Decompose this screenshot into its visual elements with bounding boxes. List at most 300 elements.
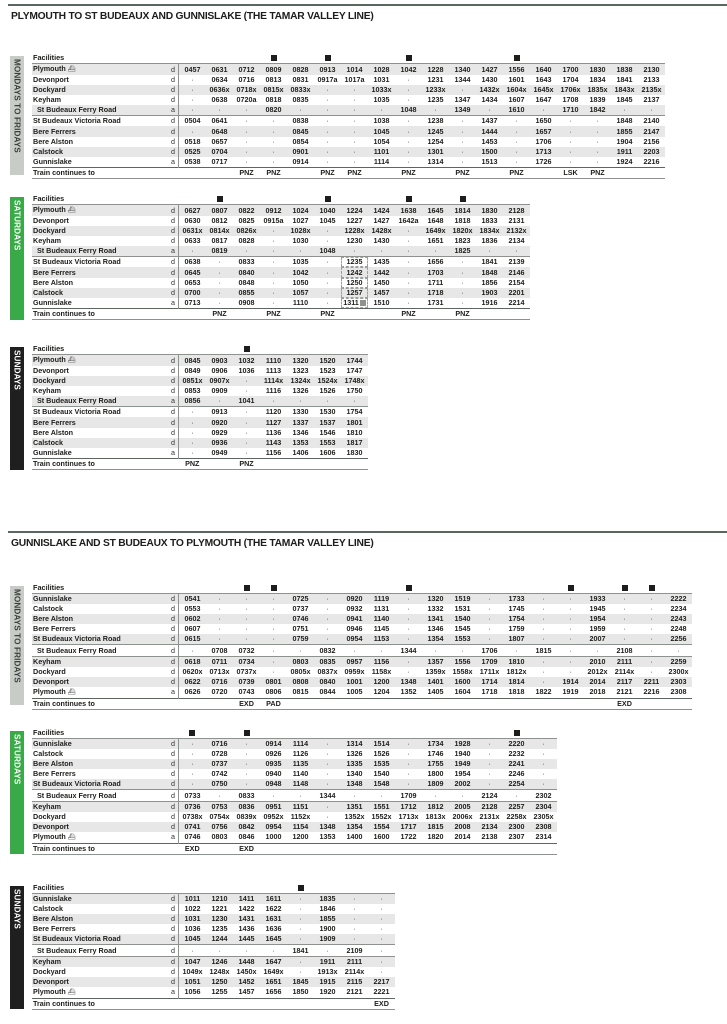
time-value: 1011 [184,894,201,904]
time-cell [584,95,611,105]
station-name [32,298,167,309]
time-cell [260,769,287,779]
time-value: · [245,634,248,644]
time-value: 0641 [211,116,228,126]
time-value: · [569,634,572,644]
time-value: 1244 [211,934,228,944]
time-value: 0622 [184,676,201,686]
time-value: 2132x [506,226,527,236]
time-cell [611,95,638,105]
time-value: 1136 [265,427,282,437]
time-value: · [218,287,221,297]
time-value: 1733 [508,594,525,604]
time-cell [314,739,341,750]
arrive-depart-marker: d [167,759,179,769]
time-value: · [515,146,518,156]
time-cell [611,116,638,127]
time-cell [206,226,233,236]
time-value: · [353,396,356,406]
time-cell [665,624,692,634]
destination-code [341,843,368,854]
time-value: 0907x [209,376,230,386]
time-cell [449,95,476,105]
destination-code [287,998,314,1009]
station-label: Keyham [33,656,61,666]
table-row [32,749,557,759]
destination-code [422,167,449,178]
time-cell [665,687,692,699]
time-value: 0754x [209,811,230,821]
station-label: Dockyard [33,85,66,95]
time-value: 1135 [292,759,309,769]
time-value: 0848 [238,277,255,287]
time-cell [260,428,287,438]
time-cell [341,739,368,750]
time-cell [476,75,503,85]
time-value: · [326,226,329,236]
time-cell [314,987,341,999]
time-value: 1900 [319,924,336,934]
time-value: 2214 [508,297,525,307]
arrive-depart-marker: d [167,75,179,85]
time-value: 0716 [211,676,228,686]
time-cell [233,396,260,407]
station-label: Bere Ferrers [33,417,76,427]
time-value: 1600 [454,676,471,686]
time-value: 1126 [292,749,309,759]
time-cell [395,216,422,226]
time-cell [665,614,692,624]
station-name [32,822,167,832]
time-cell [611,137,638,147]
time-value: 1311 [343,297,359,307]
station-label: Gunnislake [33,594,72,604]
time-cell [449,137,476,147]
time-value: 1841 [481,257,498,267]
time-value: · [569,666,572,676]
time-cell [314,759,341,769]
time-cell [233,216,260,226]
time-value: · [191,759,194,769]
time-value: 1649x [425,226,446,236]
time-value: 1040 [319,205,336,215]
time-cell [233,236,260,246]
time-value: 2302 [535,790,552,800]
time-cell [395,246,422,257]
time-cell [314,822,341,832]
time-value: 1631 [265,914,282,924]
time-cell [584,667,611,677]
time-cell [530,832,557,844]
time-value: 2018 [589,687,606,697]
time-cell [206,236,233,246]
time-value: 1110 [292,297,309,307]
time-cell [260,366,287,376]
time-value: · [407,246,410,256]
station-name [32,779,167,790]
station-label: Keyham [33,956,61,966]
time-cell [341,822,368,832]
time-value: 1314 [346,739,363,749]
time-value: 0633 [184,236,201,246]
time-cell [314,386,341,396]
time-cell [233,417,260,427]
time-value: 0855 [238,287,255,297]
station-name [32,448,167,459]
time-cell [287,366,314,376]
time-cell [260,604,287,614]
station-label: St Budeaux Victoria Road [33,779,121,789]
time-value: 1453 [481,136,498,146]
time-cell [260,667,287,677]
time-value: 1645x [533,85,554,95]
time-value: 2135x [641,85,662,95]
time-cell [530,769,557,779]
time-value: · [407,759,410,769]
destination-code [530,167,557,178]
time-cell [287,614,314,624]
time-cell [422,236,449,246]
time-cell [341,246,368,257]
time-value: · [461,146,464,156]
time-value: 1445 [238,934,255,944]
time-cell [449,278,476,288]
facility-cell [476,194,503,205]
station-label: St Budeaux Victoria Road [33,257,121,267]
arrive-depart-marker: d [167,438,179,448]
time-cell [314,226,341,236]
time-cell [449,205,476,217]
time-cell [395,614,422,624]
time-value: · [515,156,518,166]
time-value: · [461,126,464,136]
time-cell [368,634,395,645]
arrive-depart-marker: d [167,977,179,987]
time-cell [503,116,530,127]
time-value: 1807 [508,634,525,644]
destination-code [341,308,368,319]
time-value: · [488,779,491,789]
time-value: · [245,614,248,624]
time-value: · [353,116,356,126]
time-value: · [326,297,329,307]
time-value: 1248x [209,966,230,976]
time-value: 1820x [452,226,473,236]
destination-code [206,698,233,709]
time-cell [206,267,233,277]
station-name [32,386,167,396]
time-value: 1038 [373,116,390,126]
time-value: · [569,146,572,156]
time-value: · [407,749,410,759]
station-name [32,894,167,905]
time-cell [530,687,557,699]
station-label: Bere Alston [33,914,74,924]
time-cell [233,147,260,157]
table-row [32,790,557,801]
time-cell [341,407,368,418]
time-cell [368,749,395,759]
facility-cell [314,728,341,739]
time-value: 0814x [209,226,230,236]
time-value: 2010 [589,656,606,666]
time-value: · [272,156,275,166]
table-row [32,812,557,822]
ferry-icon: ⛴ [65,833,76,841]
arrive-depart-marker: d [167,924,179,934]
time-value: 0932 [346,604,363,614]
station-name [32,812,167,822]
time-cell [287,687,314,699]
station-name [32,438,167,448]
time-cell [179,236,207,246]
station-label: Devonport [33,976,69,986]
time-value: · [353,126,356,136]
destination-code [260,843,287,854]
time-cell [503,226,530,236]
time-value: 1401 [427,676,444,686]
time-cell [368,267,395,277]
time-value: 2221 [373,987,390,997]
time-value: 1452 [238,976,255,986]
time-value: 0844 [319,687,336,697]
time-value: 1610 [508,105,525,115]
time-cell [314,977,341,987]
time-cell [476,85,503,95]
time-cell [368,157,395,168]
time-cell [233,677,260,687]
time-cell [422,105,449,116]
time-cell [206,157,233,168]
time-cell [368,64,395,76]
time-cell [287,759,314,769]
destination-code: PNZ [206,308,233,319]
time-value: · [191,945,194,955]
time-value: 0913 [211,407,228,417]
time-cell [530,75,557,85]
time-cell [341,945,368,956]
time-cell [584,614,611,624]
time-cell [260,677,287,687]
time-value: · [407,277,410,287]
time-cell [206,594,233,605]
time-cell [260,956,287,967]
facility-cell [476,583,503,594]
time-cell [260,226,287,236]
arrive-depart-marker: d [167,95,179,105]
time-cell [341,914,368,924]
time-value: 1814 [454,205,471,215]
time-cell [476,769,503,779]
time-cell [368,956,395,967]
time-cell [422,116,449,127]
time-value: 1056 [184,987,201,997]
time-cell [476,790,503,801]
time-cell [638,137,665,147]
time-value: 1830 [481,205,498,215]
time-cell [341,64,368,76]
time-value: 1430 [373,236,390,246]
time-cell [179,396,207,407]
destination-code: PNZ [314,167,341,178]
time-cell [611,157,638,168]
time-cell [476,832,503,844]
time-cell [503,157,530,168]
time-cell [233,614,260,624]
time-cell [395,137,422,147]
station-name [32,278,167,288]
time-value: · [461,116,464,126]
time-value: 1024 [292,205,309,215]
time-cell [341,355,368,367]
time-value: 1422 [238,904,255,914]
time-value: 1051 [184,976,201,986]
time-cell [368,257,395,268]
day-tab-sat [10,731,24,854]
time-cell [233,75,260,85]
top-rule [8,4,727,6]
time-cell [395,779,422,790]
station-label: Calstock [33,604,63,614]
time-cell [449,216,476,226]
time-value: · [299,966,302,976]
time-cell [314,945,341,956]
time-cell [584,85,611,95]
destination-code [557,698,584,709]
destination-code [584,698,611,709]
time-cell [422,85,449,95]
time-value: 1354 [427,634,444,644]
station-label: Gunnislake [33,156,72,166]
destination-code [530,698,557,709]
time-value: 1017a [344,75,365,85]
time-cell [368,604,395,614]
time-cell [260,614,287,624]
time-cell [233,967,260,977]
note-marker-icon [360,300,366,306]
time-cell [368,667,395,677]
time-value: · [407,624,410,634]
ferry-icon: ⛴ [65,66,76,73]
time-cell [449,116,476,127]
time-value: · [515,126,518,136]
time-cell [233,812,260,822]
time-value: 0833x [290,85,311,95]
time-value: · [353,894,356,904]
time-value: · [245,146,248,156]
time-cell [341,386,368,396]
time-value: 1843x [614,85,635,95]
time-value: 0836 [238,801,255,811]
time-cell [260,386,287,396]
time-cell [260,749,287,759]
time-cell [179,355,207,367]
station-name [32,116,167,127]
time-cell [179,687,207,699]
time-value: · [650,645,653,655]
time-value: · [650,656,653,666]
time-cell [395,64,422,76]
time-cell [557,147,584,157]
time-cell [665,677,692,687]
facility-cell [503,53,530,64]
time-cell [503,126,530,136]
time-value: 2203 [643,146,660,156]
time-value: · [245,604,248,614]
time-value: 1836 [481,236,498,246]
time-value: · [245,769,248,779]
time-cell [341,278,368,288]
time-value: · [569,624,572,634]
time-value: · [380,645,383,655]
destination-code [368,308,395,319]
time-value: 0831 [292,75,309,85]
time-cell [260,147,287,157]
time-value: 0636x [209,85,230,95]
facility-square-icon [325,55,331,61]
time-value: 1846 [319,904,336,914]
station-label: Calstock [33,146,63,156]
table-row [32,822,557,832]
station-name [32,288,167,298]
destination-code: EXD [233,843,260,854]
facility-square-icon [325,196,331,202]
time-value: 1036 [238,366,255,376]
time-value: · [542,614,545,624]
time-value: 1526 [373,749,390,759]
time-value: 1812x [506,666,527,676]
time-cell [314,126,341,136]
time-value: 1600 [373,832,390,842]
day-tab-weekday [10,56,24,175]
time-cell [233,278,260,288]
continues-row [32,308,530,319]
time-value: · [461,136,464,146]
destination-code: EXD [233,698,260,709]
time-value: 1101 [373,146,390,156]
time-cell [341,904,368,914]
station-label: Plymouth [33,831,66,841]
time-value: · [299,914,302,924]
time-value: 1326 [346,749,363,759]
station-label: St Budeaux Ferry Road [37,396,117,406]
station-label: Bere Ferrers [33,126,76,136]
facilities-row [32,583,692,594]
time-value: 1650 [535,116,552,126]
time-cell [314,396,341,407]
time-cell [206,407,233,418]
time-cell [206,914,233,924]
time-value: 1709 [400,790,417,800]
time-cell [503,75,530,85]
time-value: · [245,376,248,386]
time-value: 0813 [265,75,282,85]
time-value: 1524x [317,376,338,386]
arrive-depart-marker: a [167,687,179,699]
time-cell [260,105,287,116]
time-value: 0929 [211,427,228,437]
time-cell [260,288,287,298]
time-value: 1814 [508,676,525,686]
time-cell [260,216,287,226]
destination-code [287,698,314,709]
time-cell [179,832,207,844]
time-cell [422,157,449,168]
time-value: 1818 [454,216,471,226]
time-value: · [407,656,410,666]
time-cell [314,934,341,945]
facility-cell [206,583,233,594]
